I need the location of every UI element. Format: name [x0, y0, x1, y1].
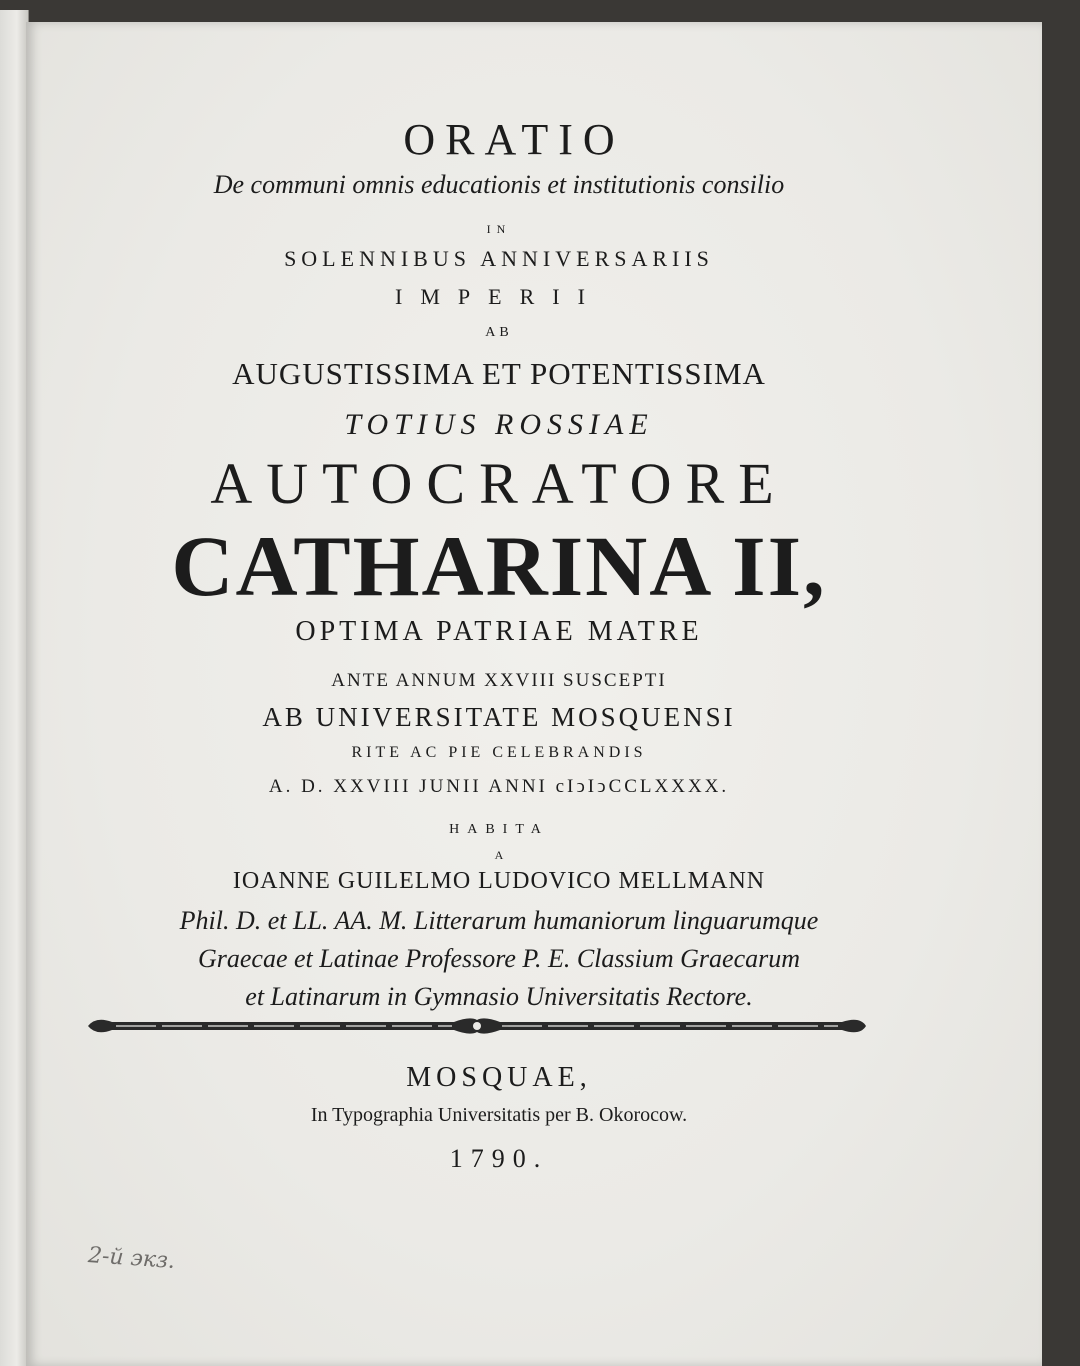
word-in: IN [486, 222, 512, 236]
rite-line: RITE AC PIE CELEBRANDIS [351, 744, 647, 761]
universitate-line: AB UNIVERSITATE MOSQUENSI [262, 702, 736, 732]
word-ab: AB [485, 325, 513, 340]
augustissima-line: AUGUSTISSIMA ET POTENTISSIMA [232, 356, 766, 391]
title-oratio: ORATIO [403, 115, 625, 164]
solennibus-line: SOLENNIBUS ANNIVERSARIIS [284, 246, 714, 271]
subtitle-line: De communi omnis educationis et institutionis consilio [213, 170, 785, 199]
author-title-2: Graecae et Latinae Professore P. E. Classium Graecarum [197, 944, 801, 973]
ornamental-rule [82, 1014, 872, 1038]
imprint-year: 1790. [449, 1144, 549, 1173]
imperii-line: IMPERII [395, 284, 603, 309]
imprint-place: MOSQUAE, [406, 1062, 592, 1093]
date-line: A. D. XXVIII JUNII ANNI cIↄIↄCCLXXXX. [268, 776, 730, 797]
optima-line: OPTIMA PATRIAE MATRE [295, 616, 703, 647]
ante-annum-line: ANTE ANNUM XXVIII SUSCEPTI [331, 670, 667, 691]
word-a: A [494, 848, 504, 862]
author-title-3: et Latinarum in Gymnasio Universitatis Rectore. [245, 982, 753, 1011]
imprint-printer: In Typographia Universitatis per B. Okorocow. [310, 1104, 688, 1126]
autocratore-line: AUTOCRATORE [210, 451, 788, 516]
handwritten-note: 2-й экз. [87, 1242, 176, 1275]
catharina-line: CATHARINA II, [171, 518, 827, 614]
totius-rossiae-line: TOTIUS ROSSIAE [344, 408, 654, 441]
author-title-1: Phil. D. et LL. AA. M. Litterarum humaniorum linguarumque [179, 906, 819, 935]
author-name: IOANNE GUILELMO LUDOVICO MELLMANN [232, 868, 766, 894]
title-page [26, 22, 1042, 1366]
habita-line: HABITA [449, 822, 549, 837]
